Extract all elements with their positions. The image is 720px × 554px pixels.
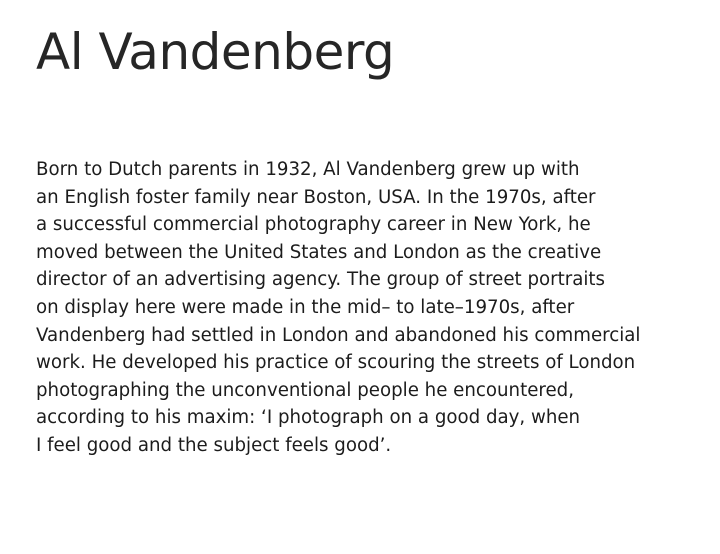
body-line: a successful commercial photography career in New York, he (36, 214, 591, 236)
body-line: moved between the United States and London as the creative (36, 241, 602, 263)
label-body (36, 156, 706, 460)
body-line: work. He developed his practice of scouring the streets of London (36, 352, 636, 374)
body-line: on display here were made in the mid– to late–1970s, after (36, 296, 575, 318)
body-line: I feel good and the subject feels good’. (36, 434, 392, 456)
body-line: an English foster family near Boston, USA. In the 1970s, after (36, 186, 596, 208)
body-line: director of an advertising agency. The group of street portraits (36, 269, 606, 291)
body-line: photographing the unconventional people he encountered, (36, 379, 574, 401)
label-title: Al Vandenberg (36, 23, 395, 81)
body-line: according to his maxim: ‘I photograph on a good day, when (36, 407, 581, 429)
body-line: Born to Dutch parents in 1932, Al Vandenberg grew up with (36, 159, 580, 180)
body-line: Vandenberg had settled in London and abandoned his commercial (36, 324, 641, 346)
